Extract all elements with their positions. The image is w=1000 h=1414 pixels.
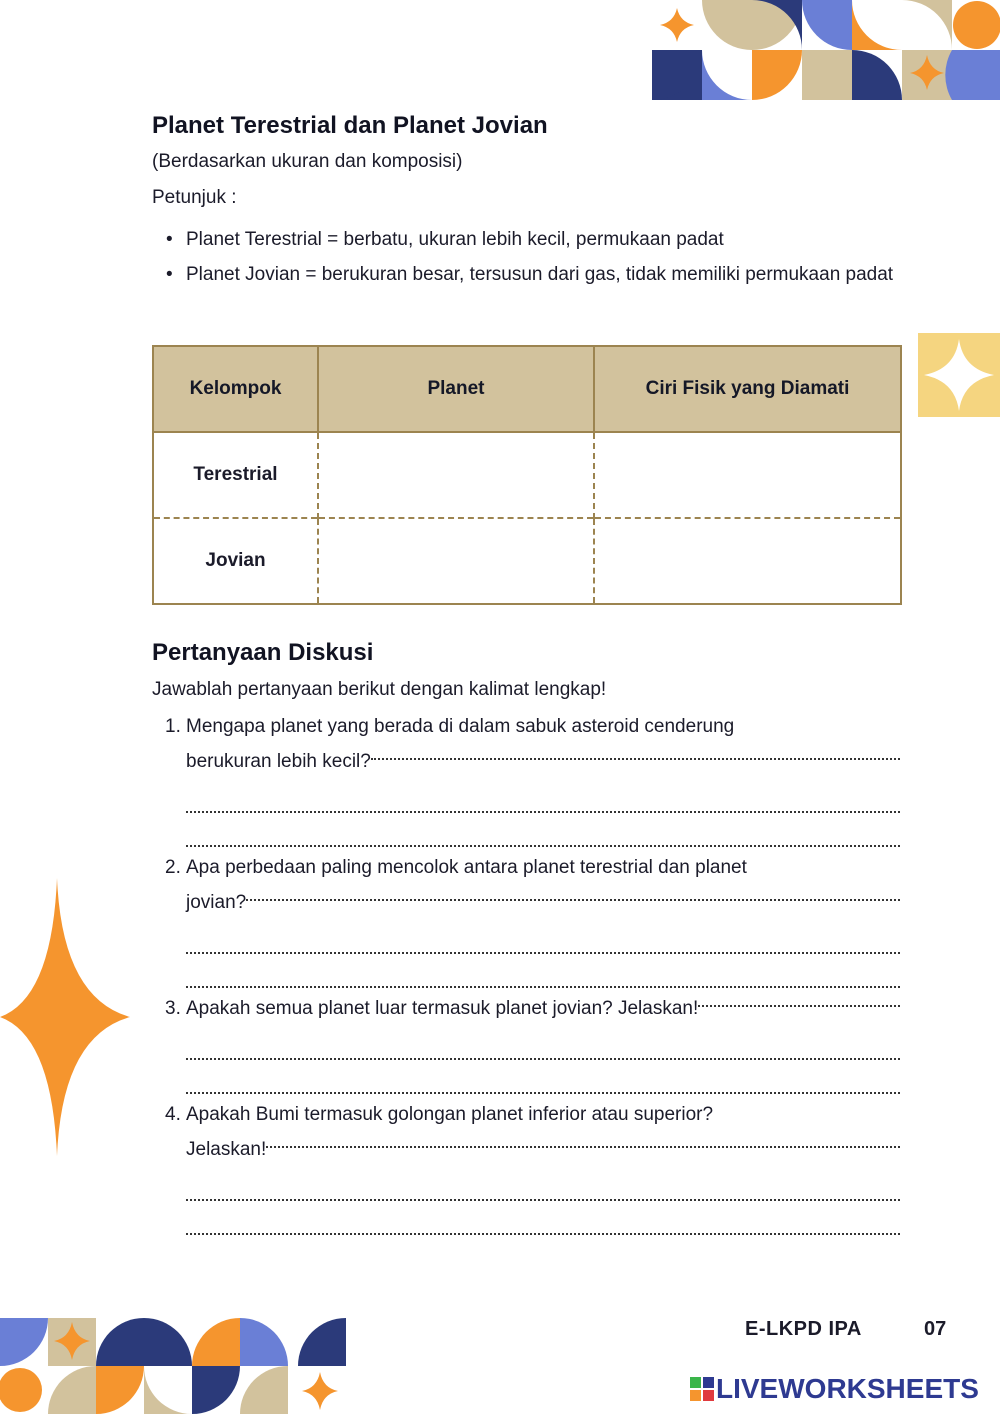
section-subtitle: (Berdasarkan ukuran dan komposisi) (152, 151, 463, 172)
star-icon (302, 1372, 338, 1410)
answer-cell-terestrial-planet[interactable] (318, 432, 594, 518)
question-text: berukuran lebih kecil? (186, 751, 371, 772)
answer-line[interactable] (186, 779, 900, 813)
list-item: • Planet Jovian = berukuran besar, tersusun dari gas, tidak memiliki permukaan padat (166, 257, 900, 292)
question-number: 4. (165, 1104, 181, 1125)
answer-line[interactable] (246, 885, 900, 901)
header-kelompok: Kelompok (153, 346, 318, 432)
question-3 (165, 991, 900, 1094)
answer-cell-terestrial-traits[interactable] (594, 432, 901, 518)
answer-line[interactable] (186, 1060, 900, 1094)
discussion-instruction: Jawablah pertanyaan berikut dengan kalimat lengkap! (152, 679, 607, 700)
answer-cell-jovian-traits[interactable] (594, 518, 901, 604)
decorative-pattern-top (652, 0, 1000, 100)
question-text-cont (186, 1132, 900, 1167)
liveworksheets-logo[interactable] (690, 1373, 979, 1405)
table-row (153, 518, 901, 604)
section-title-discussion: Pertanyaan Diskusi (152, 639, 374, 666)
question-text: Apa perbedaan paling mencolok antara planet terestrial dan planet (186, 857, 747, 878)
answer-line[interactable] (186, 954, 900, 988)
question-text: Apakah semua planet luar termasuk planet jovian? Jelaskan! (186, 998, 699, 1019)
question-text: Mengapa planet yang berada di dalam sabuk asteroid cenderung (186, 716, 735, 737)
answer-line[interactable] (186, 1201, 900, 1235)
question-text-cont (186, 744, 900, 779)
question-number: 1. (165, 716, 181, 737)
decorative-star-block (918, 333, 1000, 417)
question-4 (165, 1097, 900, 1235)
row-label-terestrial: Terestrial (153, 432, 318, 518)
question-text: jovian? (186, 892, 247, 913)
header-planet: Planet (318, 346, 594, 432)
question-1 (165, 709, 900, 847)
answer-line[interactable] (186, 813, 900, 847)
hint-list (166, 222, 900, 292)
question-number: 3. (165, 998, 181, 1019)
answer-line[interactable] (186, 920, 900, 954)
list-item: • Planet Terestrial = berbatu, ukuran lebih kecil, permukaan padat (166, 222, 900, 257)
section-title-planets: Planet Terestrial dan Planet Jovian (152, 112, 548, 139)
question-text-row (186, 991, 900, 1026)
question-number: 2. (165, 857, 181, 878)
question-text-cont (186, 885, 900, 920)
answer-line[interactable] (186, 1167, 900, 1201)
sparkle-icon (0, 878, 130, 1156)
row-label-jovian: Jovian (153, 518, 318, 604)
page-number: 07 (924, 1318, 947, 1340)
answer-line[interactable] (266, 1132, 900, 1148)
header-ciri-fisik: Ciri Fisik yang Diamati (594, 346, 901, 432)
table-header-row (153, 346, 901, 432)
hint-label: Petunjuk : (152, 187, 237, 208)
question-text: Apakah Bumi termasuk golongan planet inferior atau superior? (186, 1104, 714, 1125)
answer-line[interactable] (698, 991, 900, 1007)
answer-line[interactable] (371, 744, 900, 760)
answer-line[interactable] (186, 1026, 900, 1060)
footer-label: E-LKPD IPA (745, 1318, 862, 1340)
question-2 (165, 850, 900, 988)
planet-classification-table (152, 345, 902, 605)
brand-text: LIVEWORKSHEETS (716, 1373, 979, 1404)
decorative-pattern-bottom (0, 1318, 346, 1414)
table-row (153, 432, 901, 518)
answer-cell-jovian-planet[interactable] (318, 518, 594, 604)
question-text: Jelaskan! (186, 1139, 267, 1160)
liveworksheets-icon (690, 1377, 714, 1401)
